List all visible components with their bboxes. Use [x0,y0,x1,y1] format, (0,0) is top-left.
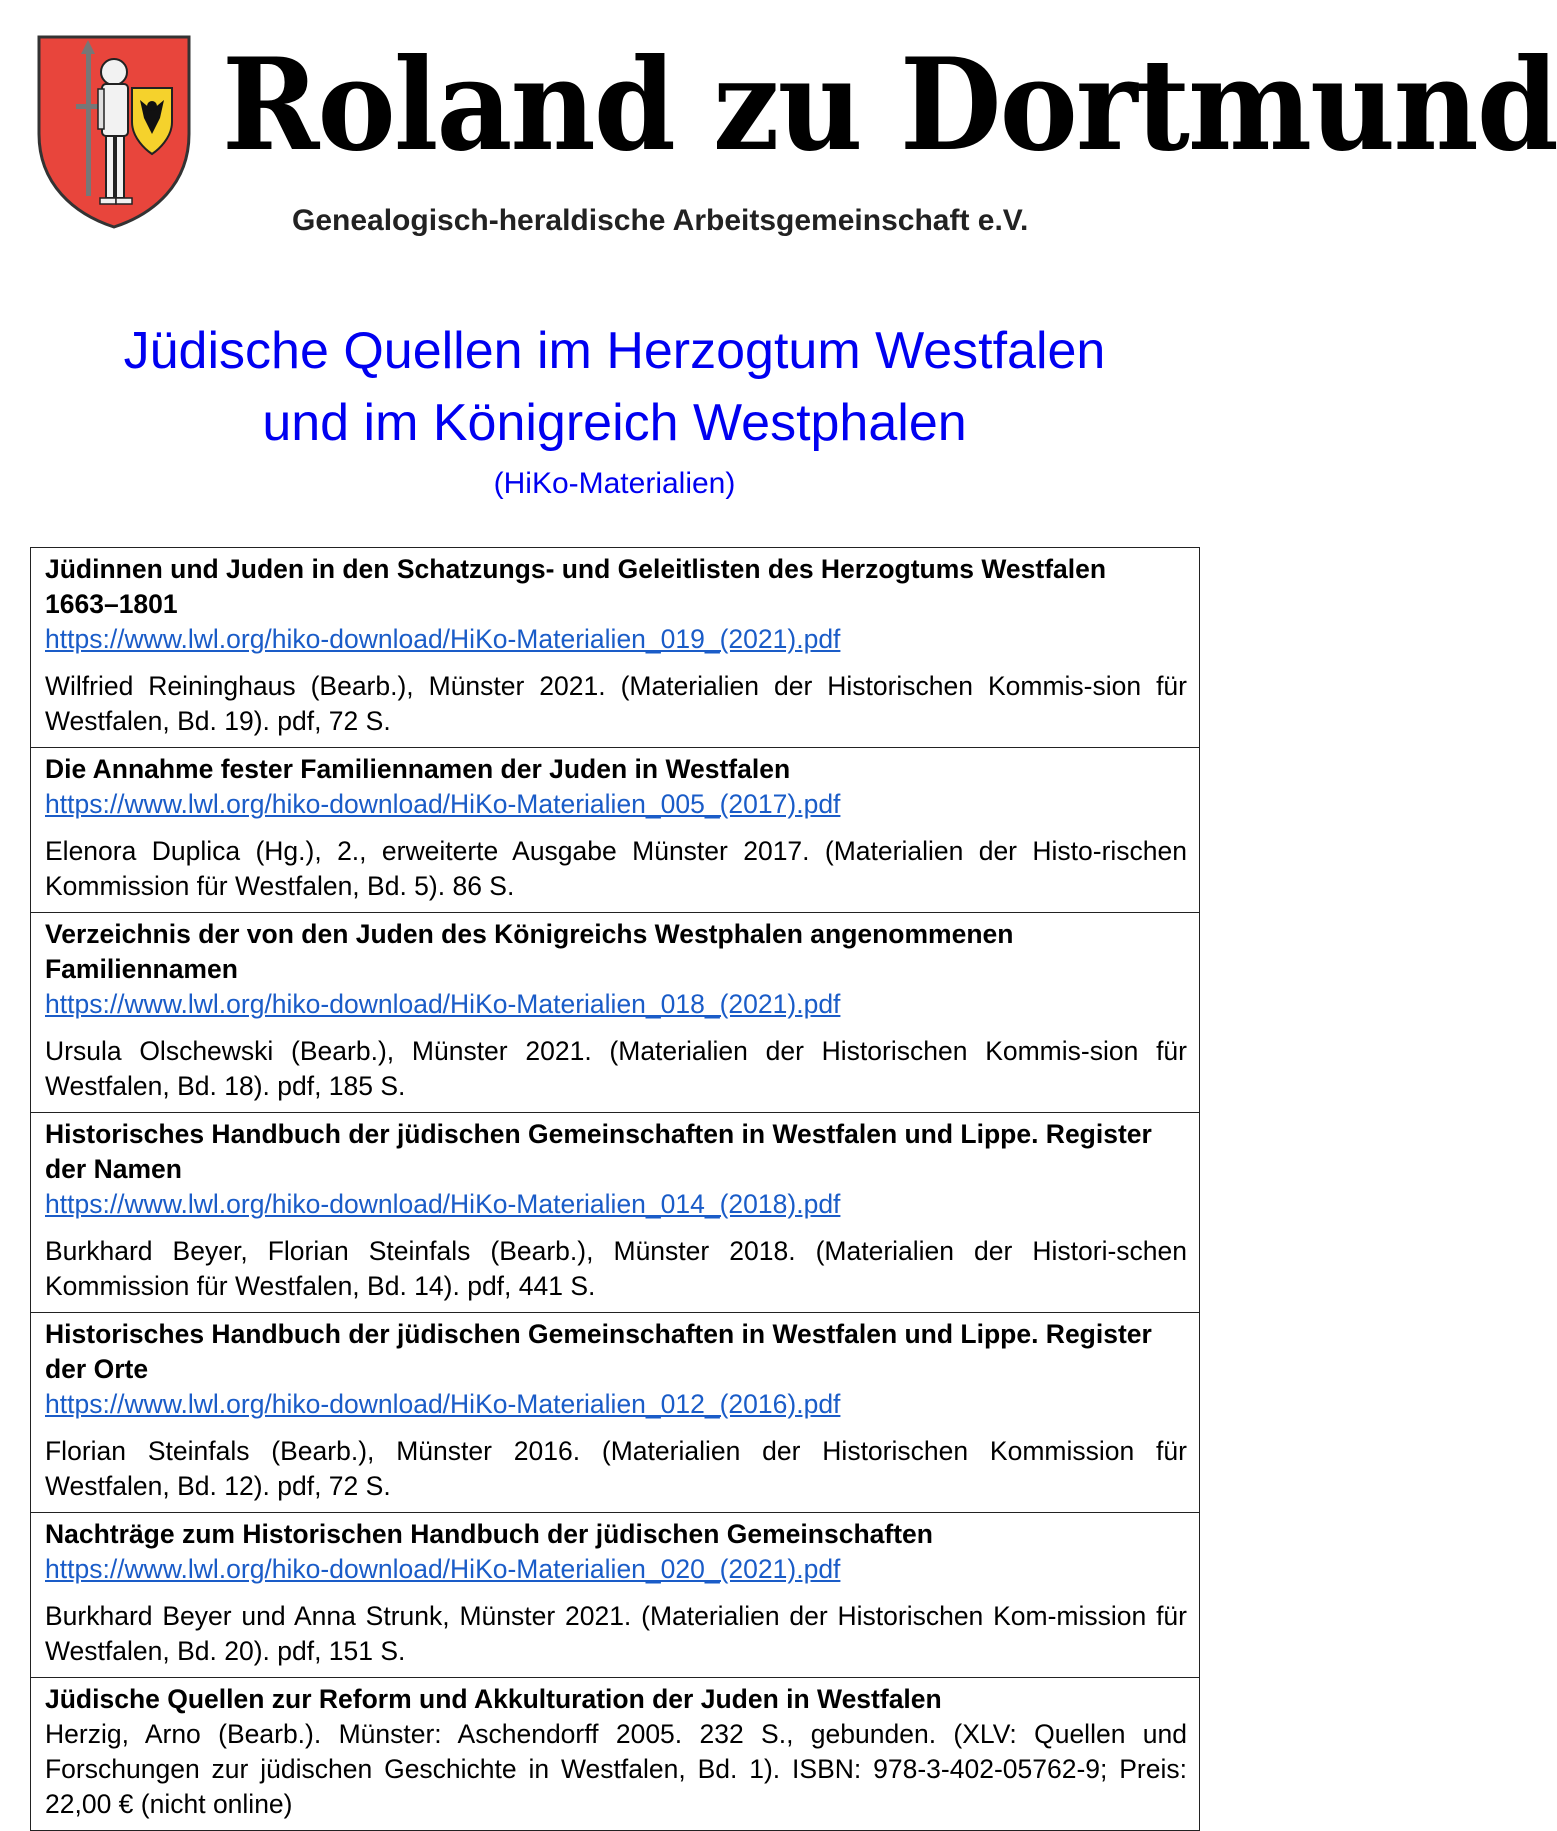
list-item [31,748,1200,913]
entry-title: Jüdinnen und Juden in den Schatzungs- und Geleitlisten des Herzogtums Westfalen 1663–1801 [45,554,1107,619]
entry-title: Jüdische Quellen zur Reform und Akkulturation der Juden in Westfalen [45,1684,942,1714]
entry-description: Elenora Duplica (Hg.), 2., erweiterte Ausgabe Münster 2017. (Materialien der Histo-rischen Kommission für Westfalen, Bd. 5). 86 S. [45,836,1187,901]
entry-description: Florian Steinfals (Bearb.), Münster 2016. (Materialien der Historischen Kommission für Westfalen, Bd. 12). pdf, 72 S. [45,1436,1187,1501]
entry-download-link[interactable]: https://www.lwl.org/hiko-download/HiKo-Materialien_020_(2021).pdf [45,1554,841,1584]
entry-description: Ursula Olschewski (Bearb.), Münster 2021. (Materialien der Historischen Kommis-sion für Westfalen, Bd. 18). pdf, 185 S. [45,1036,1187,1101]
list-item [31,548,1200,748]
entry-title: Die Annahme fester Familiennamen der Juden in Westfalen [45,754,791,784]
title-line-1: Jüdische Quellen im Herzogtum Westfalen [123,322,1106,380]
coat-of-arms-icon [36,34,192,230]
list-item [31,913,1200,1113]
title-line-2: und im Königreich Westphalen [262,394,967,452]
entry-description: Burkhard Beyer und Anna Strunk, Münster 2021. (Materialien der Historischen Kom-mission für Westfalen, Bd. 20). pdf, 151 S. [45,1601,1187,1666]
entry-download-link[interactable]: https://www.lwl.org/hiko-download/HiKo-Materialien_014_(2018).pdf [45,1189,841,1219]
organization-subtitle: Genealogisch-heraldische Arbeitsgemeinschaft e.V. [292,204,1029,237]
title-subheading: (HiKo-Materialien) [493,467,736,500]
publication-list [30,547,1200,1831]
entry-download-link[interactable]: https://www.lwl.org/hiko-download/HiKo-Materialien_012_(2016).pdf [45,1389,841,1419]
entry-download-link[interactable]: https://www.lwl.org/hiko-download/HiKo-Materialien_019_(2021).pdf [45,624,841,654]
entry-description: Wilfried Reininghaus (Bearb.), Münster 2021. (Materialien der Historischen Kommis-sion für Westfalen, Bd. 19). pdf, 72 S. [45,671,1187,736]
entry-title: Nachträge zum Historischen Handbuch der jüdischen Gemeinschaften [45,1519,933,1549]
entry-download-link[interactable]: https://www.lwl.org/hiko-download/HiKo-Materialien_018_(2021).pdf [45,989,841,1019]
page-header [0,0,1557,260]
entry-title: Verzeichnis der von den Juden des Königreichs Westphalen angenommenen Familiennamen [45,919,1014,984]
entry-description: Burkhard Beyer, Florian Steinfals (Bearb.), Münster 2018. (Materialien der Histori-schen Kommission für Westfalen, Bd. 14). pdf, 441 S. [45,1236,1187,1301]
entry-description: Herzig, Arno (Bearb.). Münster: Aschendorff 2005. 232 S., gebunden. (XLV: Quellen und Forschungen zur jüdischen Geschichte in Westfalen, Bd. 1). ISBN: 978-3-402-05762-9; Preis: 22,00 € (nicht online) [45,1719,1187,1819]
page-title [0,315,1229,507]
entry-title: Historisches Handbuch der jüdischen Gemeinschaften in Westfalen und Lippe. Register der Orte [45,1319,1152,1384]
list-item [31,1313,1200,1513]
entry-title: Historisches Handbuch der jüdischen Gemeinschaften in Westfalen und Lippe. Register der Namen [45,1119,1152,1184]
list-item [31,1678,1200,1831]
list-item [31,1513,1200,1678]
list-item [31,1113,1200,1313]
masthead-wordmark: Roland zu Dortmund [222,31,1557,179]
entry-download-link[interactable]: https://www.lwl.org/hiko-download/HiKo-Materialien_005_(2017).pdf [45,789,841,819]
